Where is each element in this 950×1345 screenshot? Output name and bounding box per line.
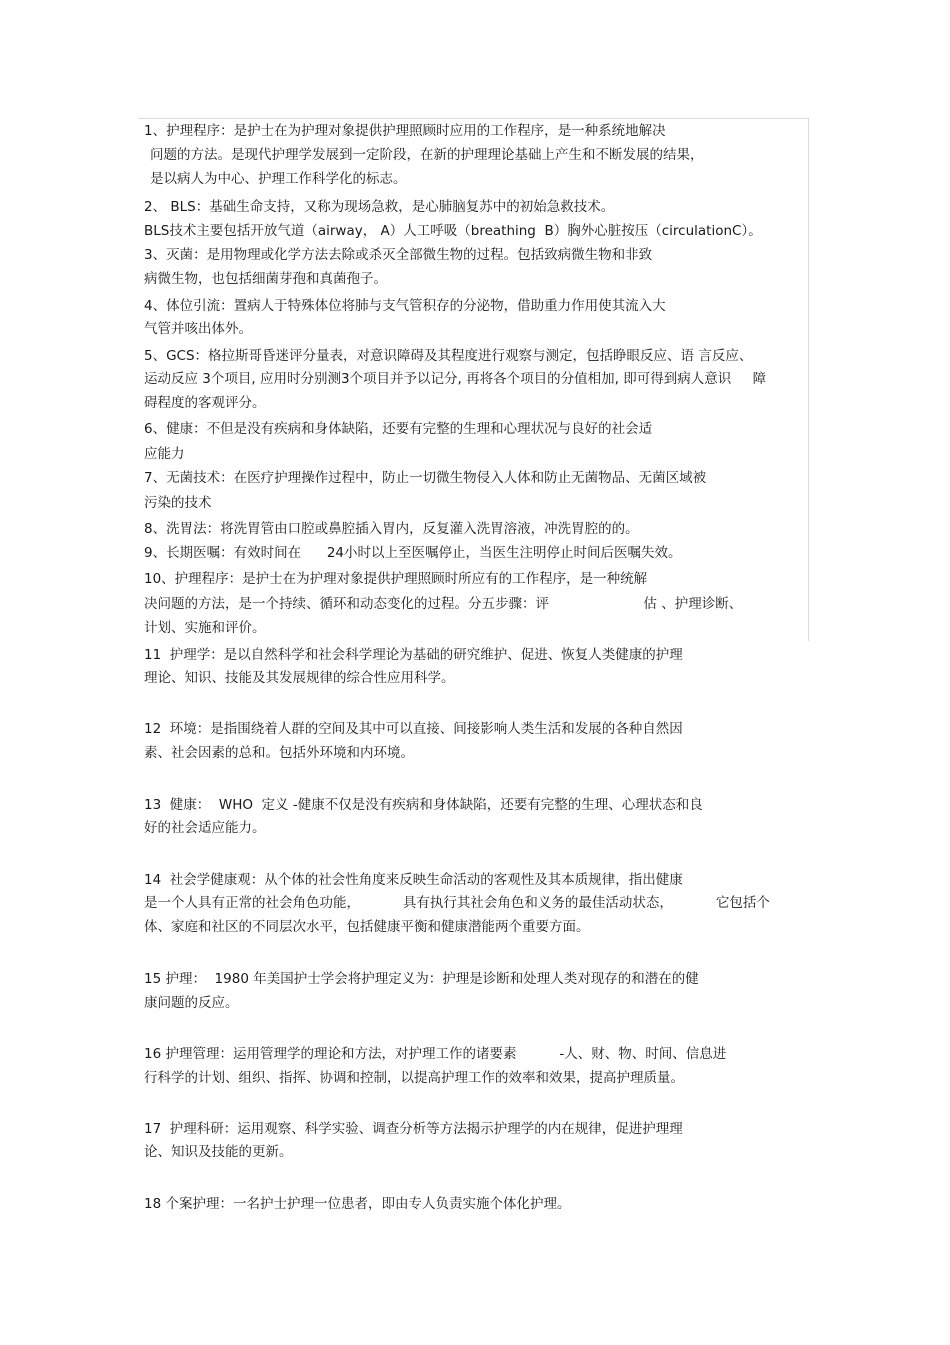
text-line: 素、社会因素的总和。包括外环境和内环境。 xyxy=(144,745,414,761)
text-line: 12 环境：是指围绕着人群的空间及其中可以直接、间接影响人类生活和发展的各种自然因 xyxy=(144,721,683,737)
text-line: 运动反应 3个项目, 应用时分别测3个项目并予以记分, 再将各个项目的分值相加, 即可得到病人意识 障 xyxy=(144,371,767,387)
text-line: 论、知识及技能的更新。 xyxy=(144,1144,293,1160)
text-line: 16 护理管理：运用管理学的理论和方法，对护理工作的诸要素 -人、财、物、时间、信息进 xyxy=(144,1046,727,1062)
text-line: 污染的技术 xyxy=(144,495,212,511)
text-line: 17 护理科研：运用观察、科学实验、调查分析等方法揭示护理学的内在规律，促进护理理 xyxy=(144,1121,683,1137)
text-line: 是一个人具有正常的社会角色功能， 具有执行其社会角色和义务的最佳活动状态， 它包括个 xyxy=(144,895,770,911)
text-line: 气管并咳出体外。 xyxy=(144,321,252,337)
text-line: 13 健康： WHO 定义 -健康不仅是没有疾病和身体缺陷，还要有完整的生理、心理状态和良 xyxy=(144,797,703,813)
text-line: 计划、实施和评价。 xyxy=(144,620,266,636)
text-line: 5、GCS：格拉斯哥昏迷评分量表，对意识障碍及其程度进行观察与测定，包括睁眼反应、语 言反应、 xyxy=(144,348,753,364)
text-line: 10、护理程序：是护士在为护理对象提供护理照顾时所应有的工作程序，是一种统解 xyxy=(144,571,648,587)
text-line: 15 护理： 1980 年美国护士学会将护理定义为：护理是诊断和处理人类对现存的和潜在的健 xyxy=(144,971,699,987)
text-line: 碍程度的客观评分。 xyxy=(144,395,266,411)
text-line: 问题的方法。是现代护理学发展到一定阶段，在新的护理理论基础上产生和不断发展的结果， xyxy=(150,147,704,163)
text-line: 理论、知识、技能及其发展规律的综合性应用科学。 xyxy=(144,670,455,686)
text-line: 11 护理学：是以自然科学和社会科学理论为基础的研究维护、促进、恢复人类健康的护理 xyxy=(144,647,683,663)
text-line: 8、洗胃法：将洗胃管由口腔或鼻腔插入胃内，反复灌入洗胃溶液，冲洗胃腔的的。 xyxy=(144,521,639,537)
text-line: BLS技术主要包括开放气道（airway， A）人工呼吸（breathing B）胸外心脏按压（circulationC）。 xyxy=(144,223,762,239)
text-line: 病微生物，也包括细菌芽孢和真菌孢子。 xyxy=(144,271,387,287)
text-line: 2、 BLS：基础生命支持，又称为现场急救，是心肺脑复苏中的初始急救技术。 xyxy=(144,199,615,215)
text-line: 决问题的方法，是一个持续、循环和动态变化的过程。分五步骤：评 估 、护理诊断、 xyxy=(144,596,743,612)
text-line: 7、无菌技术：在医疗护理操作过程中，防止一切微生物侵入人体和防止无菌物品、无菌区域被 xyxy=(144,470,707,486)
text-line: 康问题的反应。 xyxy=(144,995,239,1011)
text-line: 14 社会学健康观：从个体的社会性角度来反映生命活动的客观性及其本质规律，指出健康 xyxy=(144,872,683,888)
text-line: 应能力 xyxy=(144,446,185,462)
text-line: 行科学的计划、组织、指挥、协调和控制，以提高护理工作的效率和效果，提高护理质量。 xyxy=(144,1070,684,1086)
text-line: 体、家庭和社区的不同层次水平，包括健康平衡和健康潜能两个重要方面。 xyxy=(144,919,590,935)
text-line: 9、长期医嘱：有效时间在 24小时以上至医嘱停止，当医生注明停止时间后医嘱失效。 xyxy=(144,545,682,561)
text-line: 4、体位引流：置病人于特殊体位将肺与支气管积存的分泌物，借助重力作用使其流入大 xyxy=(144,298,666,314)
text-line: 3、灭菌：是用物理或化学方法去除或杀灭全部微生物的过程。包括致病微生物和非致 xyxy=(144,247,653,263)
text-line: 1、护理程序：是护士在为护理对象提供护理照顾时应用的工作程序，是一种系统地解决 xyxy=(144,123,666,139)
text-line: 是以病人为中心、护理工作科学化的标志。 xyxy=(150,171,407,187)
text-line: 6、健康：不但是没有疾病和身体缺陷，还要有完整的生理和心理状况与良好的社会适 xyxy=(144,421,653,437)
text-line: 18 个案护理：一名护士护理一位患者，即由专人负责实施个体化护理。 xyxy=(144,1196,571,1212)
text-line: 好的社会适应能力。 xyxy=(144,820,266,836)
